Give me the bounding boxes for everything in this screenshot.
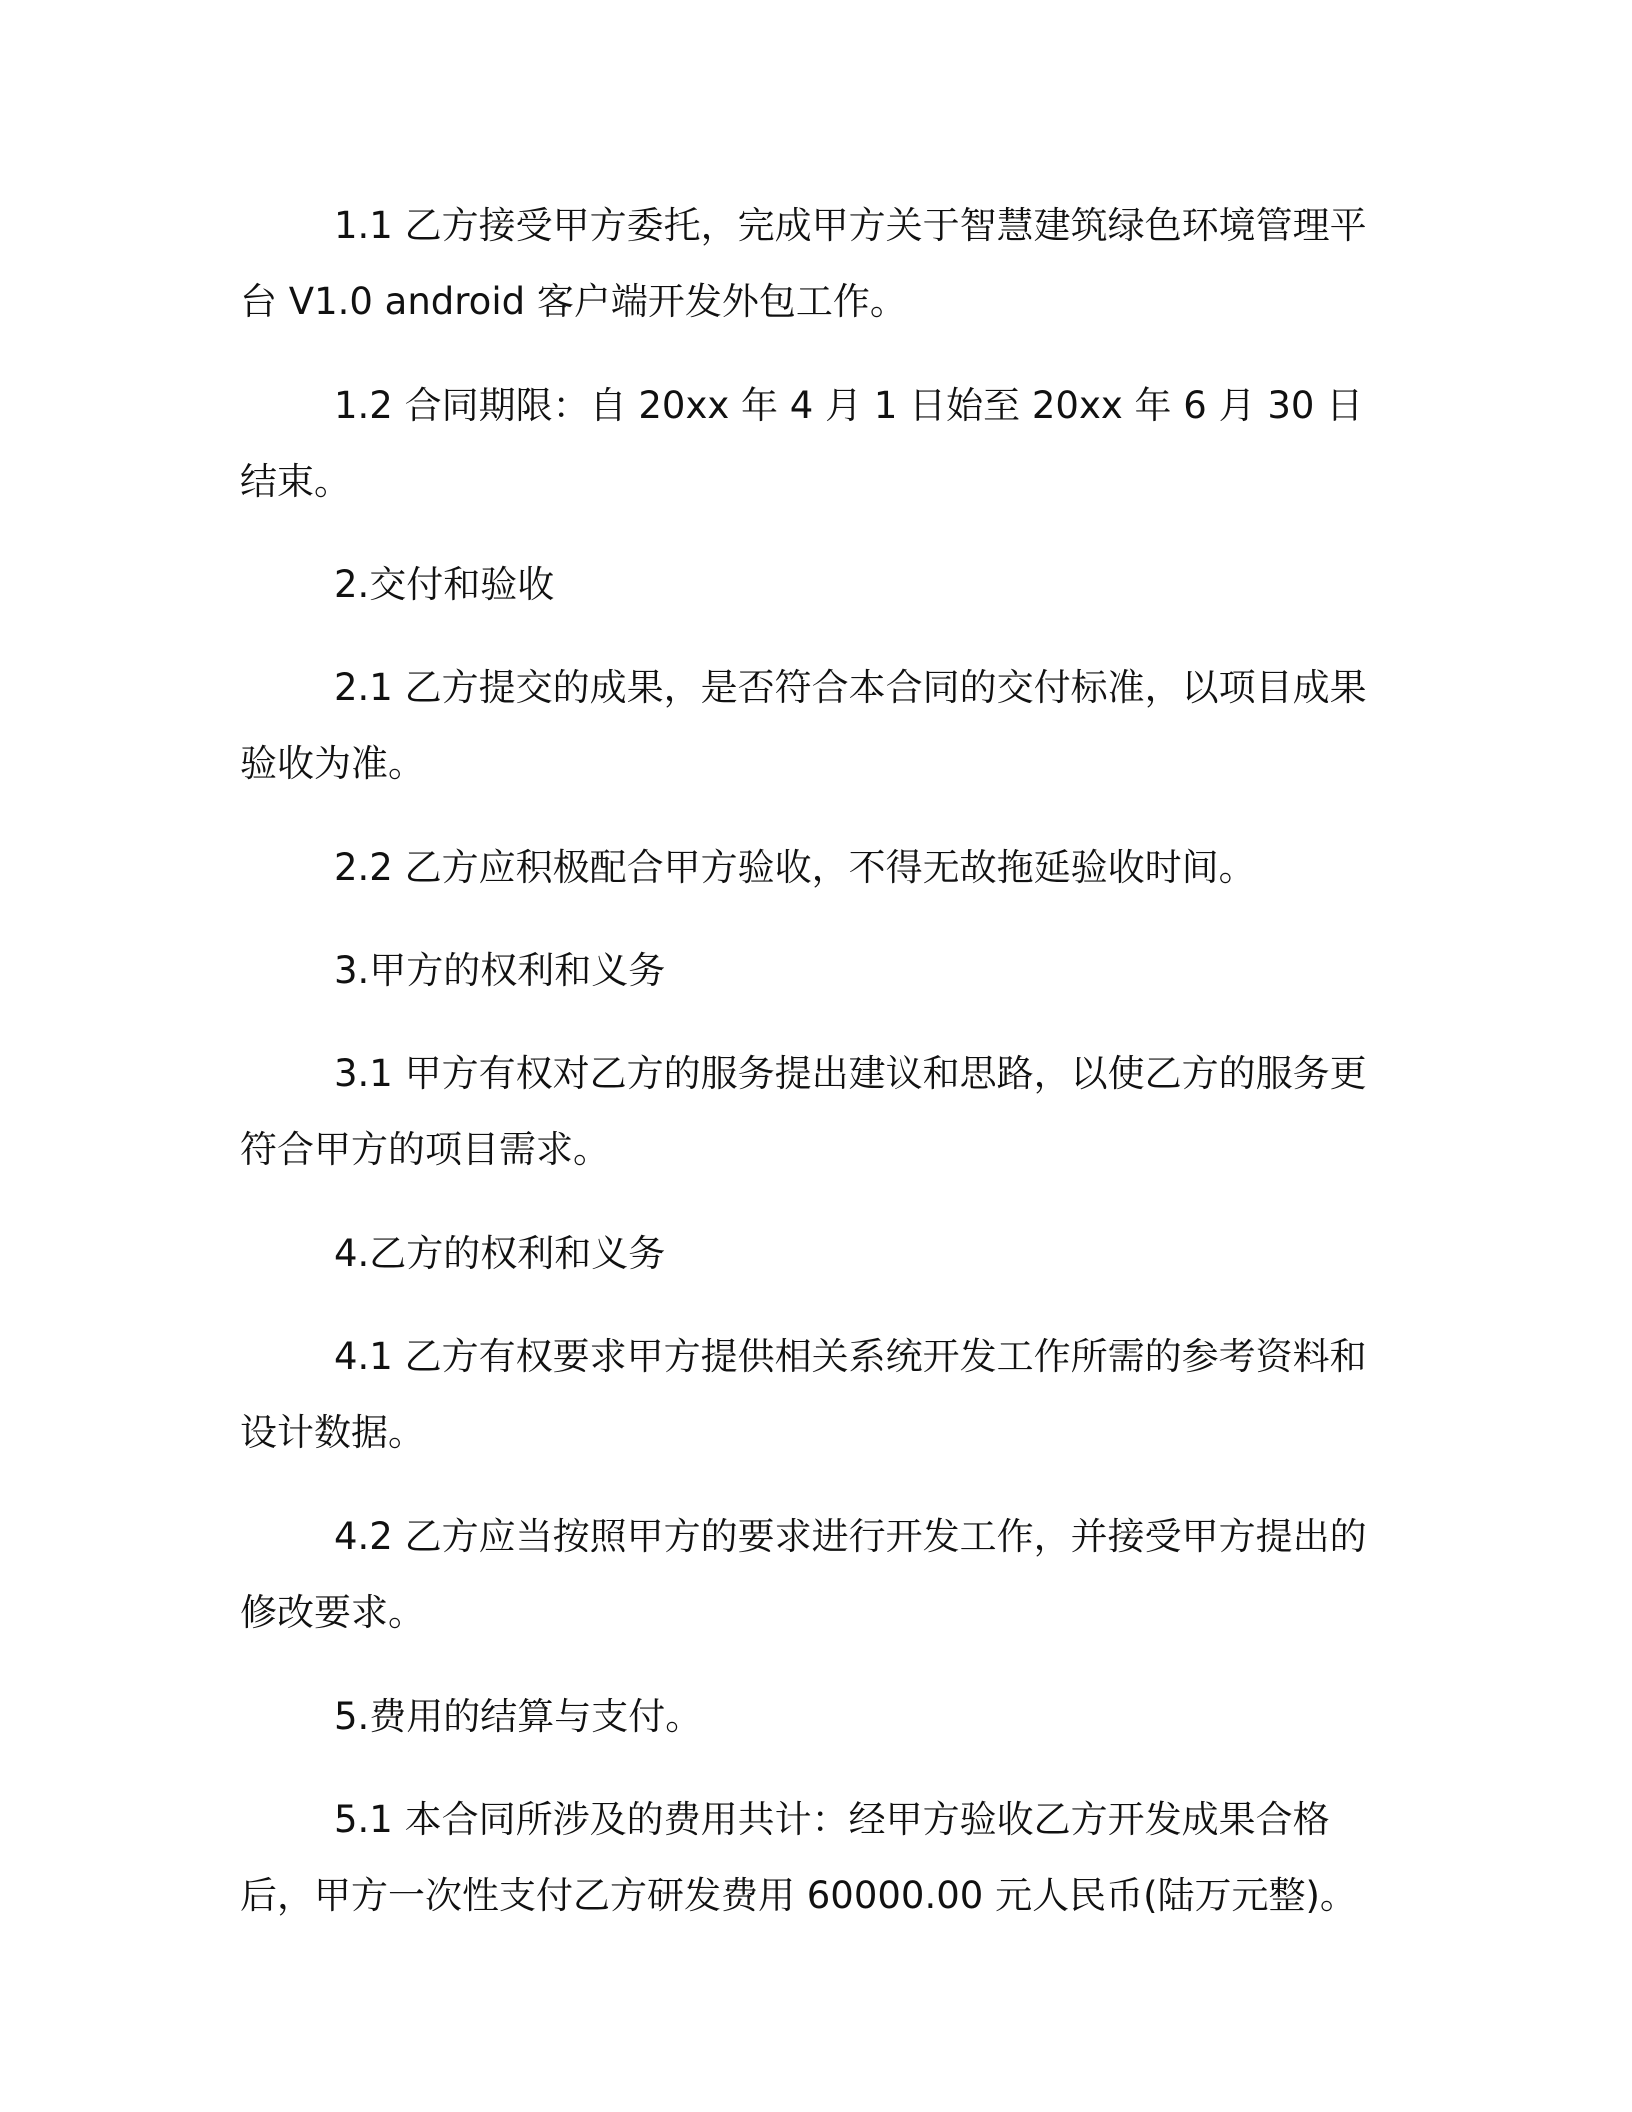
clause-5-1: 5.1 本合同所涉及的费用共计：经甲方验收乙方开发成果合格后，甲方一次性支付乙方研发费用 60000.00 元人民币(陆万元整)。: [240, 1798, 1357, 1917]
heading-delivery-acceptance: 2.交付和验收: [334, 563, 555, 606]
document-body: [240, 188, 1390, 1962]
clause-2-1: 2.1 乙方提交的成果，是否符合本合同的交付标准，以项目成果验收为准。: [240, 666, 1367, 785]
clause-1-1: 1.1 乙方接受甲方委托，完成甲方关于智慧建筑绿色环境管理平台 V1.0 android 客户端开发外包工作。: [240, 204, 1367, 323]
clause-1-2: 1.2 合同期限：自 20xx 年 4 月 1 日始至 20xx 年 6 月 30 日结束。: [240, 384, 1364, 503]
clause-2-2: 2.2 乙方应积极配合甲方验收，不得无故拖延验收时间。: [334, 846, 1256, 889]
heading-party-a-rights: 3.甲方的权利和义务: [334, 949, 666, 992]
heading-party-b-rights: 4.乙方的权利和义务: [334, 1232, 666, 1275]
clause-4-2: 4.2 乙方应当按照甲方的要求进行开发工作，并接受甲方提出的修改要求。: [240, 1515, 1367, 1634]
heading-settlement-payment: 5.费用的结算与支付。: [334, 1695, 703, 1738]
clause-3-1: 3.1 甲方有权对乙方的服务提出建议和思路，以使乙方的服务更符合甲方的项目需求。: [240, 1052, 1367, 1171]
clause-4-1: 4.1 乙方有权要求甲方提供相关系统开发工作所需的参考资料和设计数据。: [240, 1335, 1367, 1454]
